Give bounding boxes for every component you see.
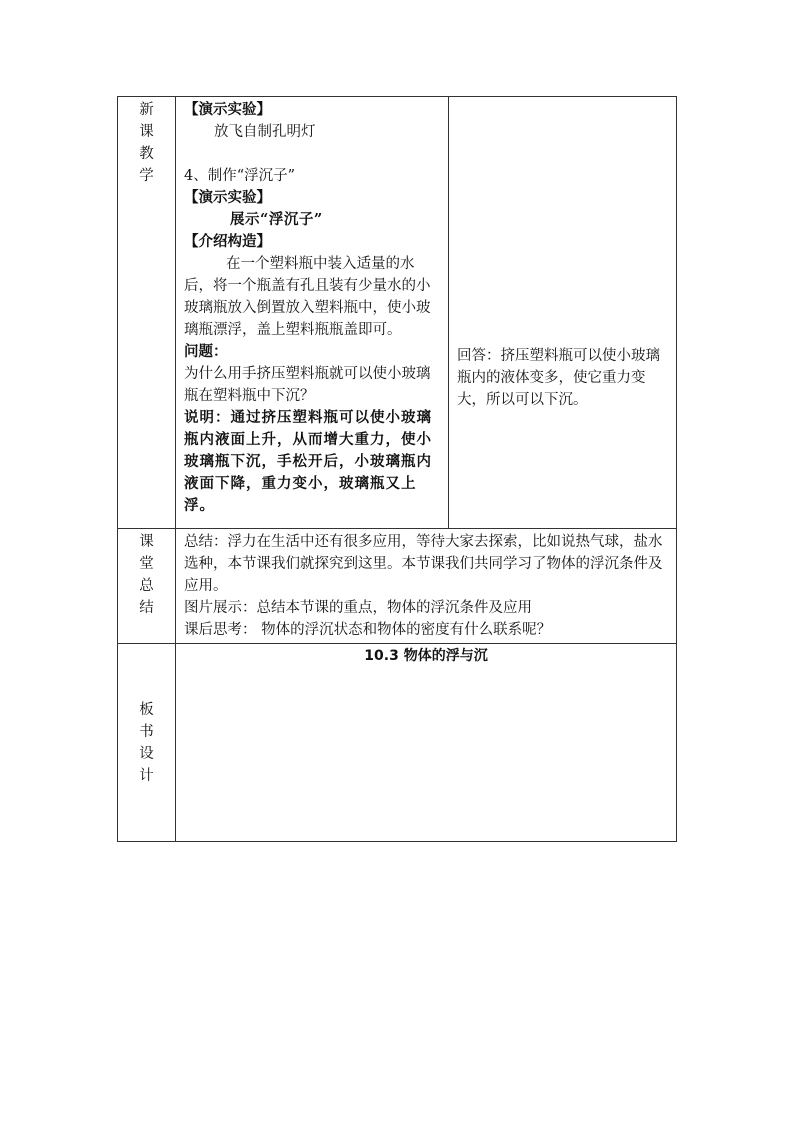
board-title: 10.3 物体的浮与沉 [364, 648, 488, 664]
board-design-label: 板书设计 [139, 701, 154, 784]
new-lesson-row [118, 97, 677, 529]
construction-paragraph: 在一个塑料瓶中装入适量的水后，将一个瓶盖有孔且装有少量水的小玻璃瓶放入倒置放入塑料瓶中，使小玻璃瓶漂浮，盖上塑料瓶瓶盖即可。 [184, 256, 431, 338]
demo-experiment-heading: 【演示实验】 [184, 101, 271, 118]
explanation-text: 说明：通过挤压塑料瓶可以使小玻璃瓶内液面上升，从而增大重力，使小玻璃瓶下沉，手松开后，小玻璃瓶内液面下降，重力变小，玻璃瓶又上浮。 [184, 409, 432, 514]
lesson-plan-table [117, 96, 677, 842]
picture-display-text: 图片展示：总结本节课的重点，物体的浮沉条件及应用 [184, 600, 532, 616]
blank-line [184, 143, 442, 165]
kongming-lantern-text: 放飞自制孔明灯 [214, 124, 316, 140]
demo-experiment-heading-2: 【演示实验】 [184, 189, 271, 206]
new-lesson-label-cell [118, 97, 176, 529]
class-summary-label-cell [118, 529, 176, 644]
answer-text: 回答：挤压塑料瓶可以使小玻璃瓶内的液体变多，使它重力变大，所以可以下沉。 [457, 348, 660, 408]
show-diver-text: 展示“浮沉子” [230, 211, 323, 228]
board-design-label-cell [118, 644, 176, 842]
class-summary-label: 课堂总结 [139, 534, 154, 616]
board-design-row [118, 644, 677, 842]
make-diver-heading: 4、制作“浮沉子” [184, 168, 296, 184]
question-label: 问题： [184, 343, 228, 360]
new-lesson-content-cell [176, 97, 449, 529]
answer-cell [449, 97, 677, 529]
class-summary-content-cell [176, 529, 677, 644]
question-text: 为什么用手挤压塑料瓶就可以使小玻璃瓶在塑料瓶中下沉？ [184, 366, 431, 404]
summary-text: 总结：浮力在生活中还有很多应用，等待大家去探索，比如说热气球，盐水选种，本节课我们就探究到这里。本节课我们共同学习了物体的浮沉条件及应用。 [184, 534, 663, 594]
after-class-thinking-text: 课后思考： 物体的浮沉状态和物体的密度有什么联系呢？ [184, 622, 552, 638]
class-summary-row [118, 529, 677, 644]
board-design-content-cell [176, 644, 677, 842]
construction-heading: 【介绍构造】 [184, 233, 271, 250]
new-lesson-label: 新课教学 [139, 102, 154, 184]
